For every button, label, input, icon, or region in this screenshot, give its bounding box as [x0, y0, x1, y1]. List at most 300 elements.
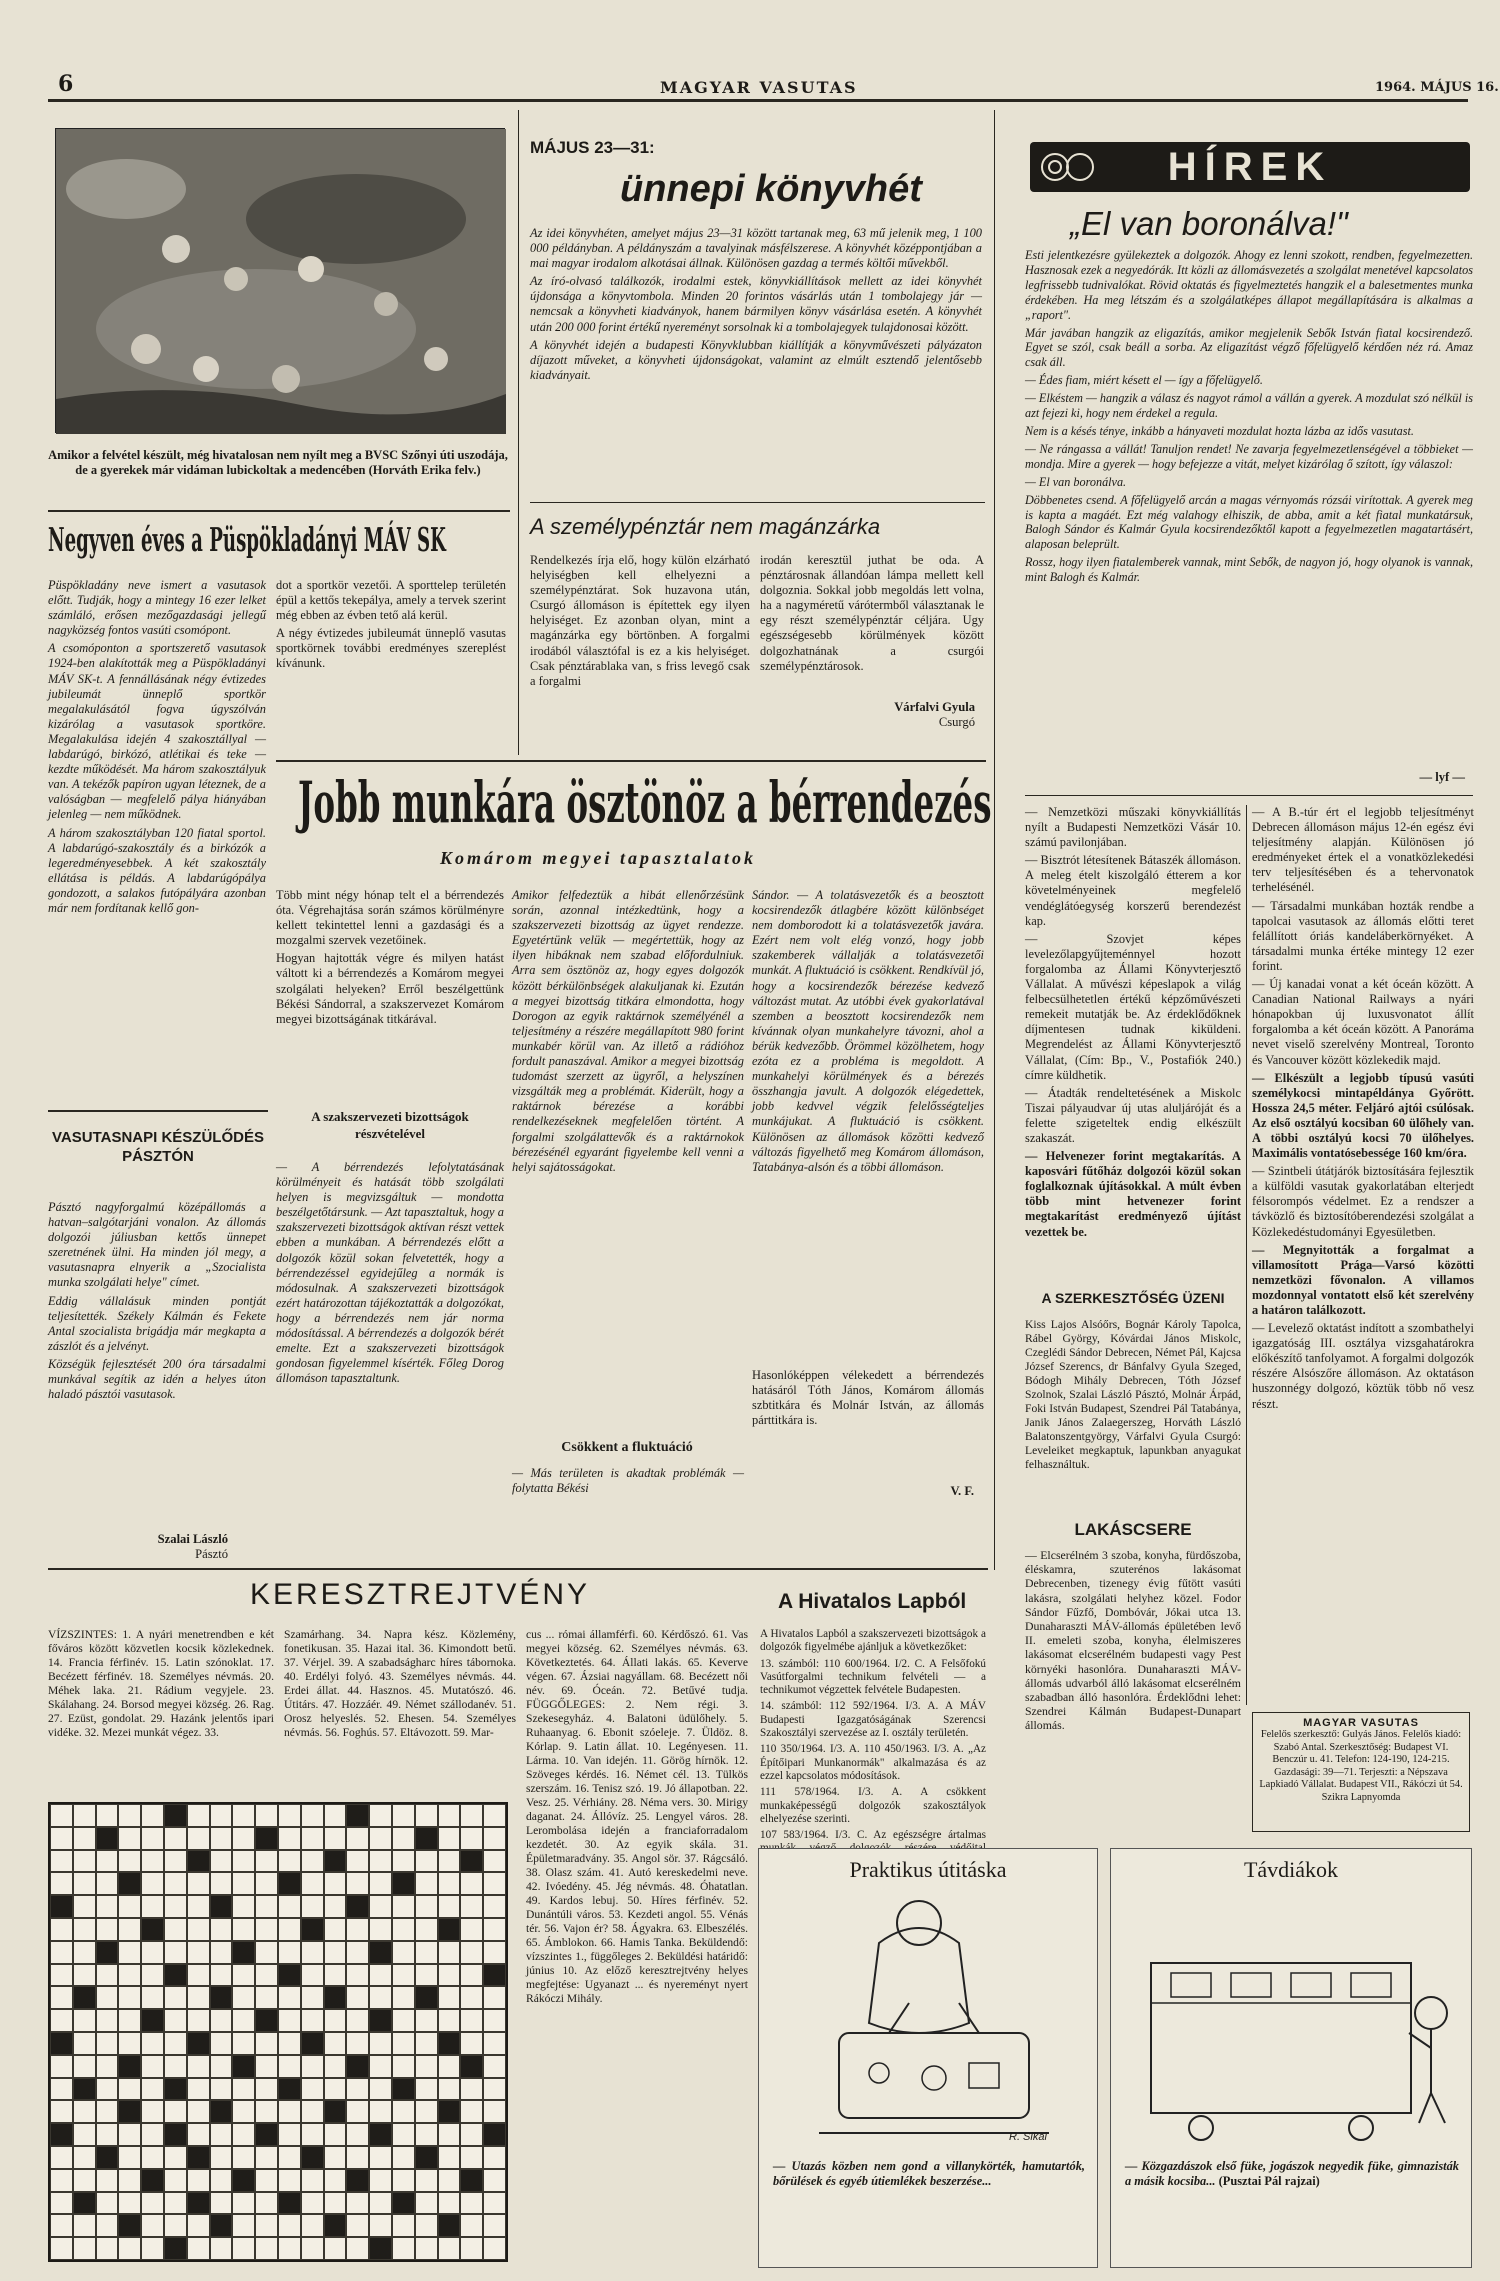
crossword-cell[interactable] [278, 2055, 301, 2078]
crossword-cell[interactable] [301, 2192, 324, 2215]
crossword-cell[interactable] [438, 1964, 461, 1987]
crossword-cell[interactable] [73, 2146, 96, 2169]
crossword-cell[interactable] [346, 1850, 369, 1873]
crossword-cell[interactable] [460, 1941, 483, 1964]
crossword-cell[interactable] [483, 2146, 506, 2169]
crossword-cell[interactable] [118, 1986, 141, 2009]
crossword-cell[interactable] [255, 1986, 278, 2009]
crossword-cell[interactable] [187, 2123, 210, 2146]
crossword-cell[interactable] [96, 1872, 119, 1895]
crossword-cell[interactable] [141, 2078, 164, 2101]
crossword-cell[interactable] [324, 2009, 347, 2032]
crossword-cell[interactable] [301, 2009, 324, 2032]
crossword-cell[interactable] [324, 2032, 347, 2055]
crossword-cell[interactable] [141, 2100, 164, 2123]
crossword-cell[interactable] [415, 2100, 438, 2123]
crossword-cell[interactable] [96, 1918, 119, 1941]
crossword-cell[interactable] [438, 2192, 461, 2215]
crossword-cell[interactable] [118, 2237, 141, 2260]
crossword-cell[interactable] [438, 2146, 461, 2169]
crossword-cell[interactable] [164, 1872, 187, 1895]
crossword-cell[interactable] [483, 1850, 506, 1873]
crossword-cell[interactable] [255, 2192, 278, 2215]
crossword-cell[interactable] [346, 2123, 369, 2146]
crossword-cell[interactable] [301, 2237, 324, 2260]
crossword-cell[interactable] [164, 1941, 187, 1964]
crossword-cell[interactable] [438, 2123, 461, 2146]
crossword-cell[interactable] [346, 1872, 369, 1895]
crossword-cell[interactable] [118, 2146, 141, 2169]
crossword-cell[interactable] [301, 2214, 324, 2237]
crossword-cell[interactable] [460, 2123, 483, 2146]
crossword-cell[interactable] [96, 1804, 119, 1827]
crossword-cell[interactable] [50, 1872, 73, 1895]
crossword-cell[interactable] [164, 1918, 187, 1941]
crossword-cell[interactable] [164, 2169, 187, 2192]
crossword-cell[interactable] [96, 2169, 119, 2192]
crossword-cell[interactable] [483, 2100, 506, 2123]
crossword-cell[interactable] [96, 1850, 119, 1873]
crossword-cell[interactable] [210, 1804, 233, 1827]
crossword-cell[interactable] [483, 1941, 506, 1964]
crossword-cell[interactable] [255, 2214, 278, 2237]
crossword-cell[interactable] [50, 1827, 73, 1850]
crossword-cell[interactable] [346, 1986, 369, 2009]
crossword-cell[interactable] [232, 2123, 255, 2146]
crossword-cell[interactable] [96, 1964, 119, 1987]
crossword-cell[interactable] [141, 2192, 164, 2215]
crossword-cell[interactable] [346, 2146, 369, 2169]
crossword-cell[interactable] [118, 1804, 141, 1827]
crossword-cell[interactable] [50, 1986, 73, 2009]
crossword-cell[interactable] [210, 1964, 233, 1987]
crossword-cell[interactable] [438, 2055, 461, 2078]
crossword-cell[interactable] [255, 1804, 278, 1827]
crossword-cell[interactable] [392, 2146, 415, 2169]
crossword-cell[interactable] [187, 2214, 210, 2237]
crossword-cell[interactable] [369, 1964, 392, 1987]
crossword-cell[interactable] [96, 2032, 119, 2055]
crossword-cell[interactable] [73, 2009, 96, 2032]
crossword-cell[interactable] [415, 1850, 438, 1873]
crossword-cell[interactable] [187, 1964, 210, 1987]
crossword-cell[interactable] [164, 1850, 187, 1873]
crossword-cell[interactable] [392, 1827, 415, 1850]
crossword-cell[interactable] [278, 1895, 301, 1918]
crossword-cell[interactable] [392, 2100, 415, 2123]
crossword-cell[interactable] [438, 1804, 461, 1827]
crossword-cell[interactable] [96, 2009, 119, 2032]
crossword-cell[interactable] [141, 1964, 164, 1987]
crossword-cell[interactable] [187, 2055, 210, 2078]
crossword-cell[interactable] [460, 1964, 483, 1987]
crossword-cell[interactable] [460, 1918, 483, 1941]
crossword-cell[interactable] [255, 1895, 278, 1918]
crossword-cell[interactable] [232, 1827, 255, 1850]
crossword-cell[interactable] [460, 1827, 483, 1850]
crossword-cell[interactable] [392, 2123, 415, 2146]
crossword-cell[interactable] [438, 2078, 461, 2101]
crossword-cell[interactable] [141, 1872, 164, 1895]
crossword-cell[interactable] [232, 1964, 255, 1987]
crossword-cell[interactable] [232, 2192, 255, 2215]
crossword-cell[interactable] [73, 2100, 96, 2123]
crossword-cell[interactable] [278, 2214, 301, 2237]
crossword-cell[interactable] [50, 2169, 73, 2192]
crossword-cell[interactable] [50, 2078, 73, 2101]
crossword-cell[interactable] [301, 2078, 324, 2101]
crossword-cell[interactable] [460, 2237, 483, 2260]
crossword-cell[interactable] [438, 1872, 461, 1895]
crossword-cell[interactable] [483, 2237, 506, 2260]
crossword-cell[interactable] [164, 1986, 187, 2009]
crossword-cell[interactable] [392, 1850, 415, 1873]
crossword-cell[interactable] [73, 2032, 96, 2055]
crossword-cell[interactable] [118, 2123, 141, 2146]
crossword-cell[interactable] [369, 1827, 392, 1850]
crossword-cell[interactable] [232, 2214, 255, 2237]
crossword-cell[interactable] [324, 2192, 347, 2215]
crossword-cell[interactable] [483, 1827, 506, 1850]
crossword-cell[interactable] [301, 1964, 324, 1987]
crossword-cell[interactable] [369, 1804, 392, 1827]
crossword-cell[interactable] [50, 2009, 73, 2032]
crossword-cell[interactable] [278, 1804, 301, 1827]
crossword-cell[interactable] [141, 2214, 164, 2237]
crossword-cell[interactable] [73, 1964, 96, 1987]
crossword-cell[interactable] [118, 1827, 141, 1850]
crossword-cell[interactable] [96, 2237, 119, 2260]
crossword-cell[interactable] [210, 2078, 233, 2101]
crossword-cell[interactable] [210, 2123, 233, 2146]
crossword-cell[interactable] [324, 1941, 347, 1964]
crossword-cell[interactable] [278, 2123, 301, 2146]
crossword-cell[interactable] [415, 1964, 438, 1987]
crossword-cell[interactable] [460, 2100, 483, 2123]
crossword-cell[interactable] [438, 2009, 461, 2032]
crossword-cell[interactable] [164, 2009, 187, 2032]
crossword-cell[interactable] [278, 2237, 301, 2260]
crossword-cell[interactable] [210, 2032, 233, 2055]
crossword-cell[interactable] [118, 2078, 141, 2101]
crossword-cell[interactable] [415, 1872, 438, 1895]
crossword-cell[interactable] [460, 1872, 483, 1895]
crossword-cell[interactable] [255, 1964, 278, 1987]
crossword-cell[interactable] [278, 2032, 301, 2055]
crossword-cell[interactable] [210, 2237, 233, 2260]
crossword-cell[interactable] [232, 1918, 255, 1941]
crossword-cell[interactable] [164, 2032, 187, 2055]
crossword-cell[interactable] [141, 1850, 164, 1873]
crossword-cell[interactable] [164, 2214, 187, 2237]
crossword-cell[interactable] [369, 2192, 392, 2215]
crossword-cell[interactable] [118, 1964, 141, 1987]
crossword-cell[interactable] [73, 1941, 96, 1964]
crossword-cell[interactable] [210, 1941, 233, 1964]
crossword-cell[interactable] [210, 2146, 233, 2169]
crossword-cell[interactable] [483, 1895, 506, 1918]
crossword-cell[interactable] [324, 2055, 347, 2078]
crossword-cell[interactable] [369, 2100, 392, 2123]
crossword-cell[interactable] [369, 1850, 392, 1873]
crossword-cell[interactable] [415, 2055, 438, 2078]
crossword-cell[interactable] [301, 2055, 324, 2078]
crossword-cell[interactable] [346, 1827, 369, 1850]
crossword-cell[interactable] [415, 2032, 438, 2055]
crossword-cell[interactable] [255, 2055, 278, 2078]
crossword-cell[interactable] [73, 2237, 96, 2260]
crossword-cell[interactable] [141, 2055, 164, 2078]
crossword-cell[interactable] [73, 1872, 96, 1895]
crossword-cell[interactable] [118, 1895, 141, 1918]
crossword-cell[interactable] [415, 2123, 438, 2146]
crossword-cell[interactable] [392, 1986, 415, 2009]
crossword-cell[interactable] [483, 2192, 506, 2215]
crossword-cell[interactable] [392, 2009, 415, 2032]
crossword-cell[interactable] [73, 1827, 96, 1850]
crossword-cell[interactable] [141, 1895, 164, 1918]
crossword-cell[interactable] [210, 2009, 233, 2032]
crossword-cell[interactable] [392, 1964, 415, 1987]
crossword-cell[interactable] [255, 2100, 278, 2123]
crossword-cell[interactable] [50, 1941, 73, 1964]
crossword-cell[interactable] [232, 1850, 255, 1873]
crossword-cell[interactable] [324, 1804, 347, 1827]
crossword-cell[interactable] [118, 2032, 141, 2055]
crossword-cell[interactable] [483, 2055, 506, 2078]
crossword-cell[interactable] [187, 2009, 210, 2032]
crossword-cell[interactable] [96, 2123, 119, 2146]
crossword-cell[interactable] [460, 1804, 483, 1827]
crossword-cell[interactable] [415, 2078, 438, 2101]
crossword-cell[interactable] [369, 2055, 392, 2078]
crossword-cell[interactable] [369, 2078, 392, 2101]
crossword-cell[interactable] [73, 2055, 96, 2078]
crossword-cell[interactable] [255, 1872, 278, 1895]
crossword-cell[interactable] [278, 2009, 301, 2032]
crossword-cell[interactable] [301, 1941, 324, 1964]
crossword-cell[interactable] [255, 2237, 278, 2260]
crossword-cell[interactable] [324, 2237, 347, 2260]
crossword-cell[interactable] [438, 1895, 461, 1918]
crossword-cell[interactable] [50, 2214, 73, 2237]
crossword-cell[interactable] [278, 2169, 301, 2192]
crossword-cell[interactable] [255, 2169, 278, 2192]
crossword-cell[interactable] [96, 2214, 119, 2237]
crossword-cell[interactable] [483, 2032, 506, 2055]
crossword-cell[interactable] [96, 1895, 119, 1918]
crossword-cell[interactable] [324, 1895, 347, 1918]
crossword-cell[interactable] [483, 1872, 506, 1895]
crossword-cell[interactable] [96, 1986, 119, 2009]
crossword-cell[interactable] [369, 2146, 392, 2169]
crossword-cell[interactable] [278, 1986, 301, 2009]
crossword-cell[interactable] [415, 2237, 438, 2260]
crossword-cell[interactable] [415, 2009, 438, 2032]
crossword-cell[interactable] [164, 2192, 187, 2215]
crossword-cell[interactable] [118, 1918, 141, 1941]
crossword-cell[interactable] [118, 2009, 141, 2032]
crossword-cell[interactable] [164, 2146, 187, 2169]
crossword-cell[interactable] [392, 2169, 415, 2192]
crossword-cell[interactable] [187, 1827, 210, 1850]
crossword-cell[interactable] [346, 2214, 369, 2237]
crossword-cell[interactable] [346, 2032, 369, 2055]
crossword-cell[interactable] [324, 1872, 347, 1895]
crossword-cell[interactable] [50, 1918, 73, 1941]
crossword-cell[interactable] [415, 2169, 438, 2192]
crossword-cell[interactable] [301, 1986, 324, 2009]
crossword-cell[interactable] [278, 1941, 301, 1964]
crossword-cell[interactable] [438, 1827, 461, 1850]
crossword-cell[interactable] [369, 1895, 392, 1918]
crossword-cell[interactable] [141, 1941, 164, 1964]
crossword-cell[interactable] [141, 1986, 164, 2009]
crossword-cell[interactable] [210, 1827, 233, 1850]
crossword-cell[interactable] [324, 1918, 347, 1941]
crossword-cell[interactable] [164, 2100, 187, 2123]
crossword-cell[interactable] [346, 2237, 369, 2260]
crossword-cell[interactable] [301, 1827, 324, 1850]
crossword-cell[interactable] [346, 1941, 369, 1964]
crossword-cell[interactable] [324, 2123, 347, 2146]
crossword-cell[interactable] [438, 1850, 461, 1873]
crossword-cell[interactable] [460, 2078, 483, 2101]
crossword-cell[interactable] [187, 1918, 210, 1941]
crossword-cell[interactable] [346, 1964, 369, 1987]
crossword-cell[interactable] [210, 2169, 233, 2192]
crossword-cell[interactable] [346, 1918, 369, 1941]
crossword-cell[interactable] [346, 2078, 369, 2101]
crossword-cell[interactable] [438, 2169, 461, 2192]
crossword-cell[interactable] [415, 2192, 438, 2215]
crossword-cell[interactable] [232, 2100, 255, 2123]
crossword-cell[interactable] [50, 2100, 73, 2123]
crossword-cell[interactable] [301, 2100, 324, 2123]
crossword-cell[interactable] [460, 1986, 483, 2009]
crossword-grid[interactable] [48, 1802, 508, 2262]
crossword-cell[interactable] [96, 2192, 119, 2215]
crossword-cell[interactable] [255, 2078, 278, 2101]
crossword-cell[interactable] [301, 1804, 324, 1827]
crossword-cell[interactable] [232, 1804, 255, 1827]
crossword-cell[interactable] [255, 1941, 278, 1964]
crossword-cell[interactable] [232, 2146, 255, 2169]
crossword-cell[interactable] [278, 1850, 301, 1873]
crossword-cell[interactable] [141, 2237, 164, 2260]
crossword-cell[interactable] [369, 1872, 392, 1895]
crossword-cell[interactable] [73, 1918, 96, 1941]
crossword-cell[interactable] [483, 2078, 506, 2101]
crossword-cell[interactable] [73, 2123, 96, 2146]
crossword-cell[interactable] [278, 1827, 301, 1850]
crossword-cell[interactable] [392, 1941, 415, 1964]
crossword-cell[interactable] [460, 2009, 483, 2032]
crossword-cell[interactable] [278, 2146, 301, 2169]
crossword-cell[interactable] [369, 1918, 392, 1941]
crossword-cell[interactable] [255, 1918, 278, 1941]
crossword-cell[interactable] [460, 2192, 483, 2215]
crossword-cell[interactable] [346, 2100, 369, 2123]
crossword-cell[interactable] [346, 2192, 369, 2215]
crossword-cell[interactable] [369, 2214, 392, 2237]
crossword-cell[interactable] [369, 2032, 392, 2055]
crossword-cell[interactable] [278, 1918, 301, 1941]
crossword-cell[interactable] [73, 1850, 96, 1873]
crossword-cell[interactable] [141, 2123, 164, 2146]
crossword-cell[interactable] [141, 1827, 164, 1850]
crossword-cell[interactable] [392, 1804, 415, 1827]
crossword-cell[interactable] [415, 1895, 438, 1918]
crossword-cell[interactable] [415, 1941, 438, 1964]
crossword-cell[interactable] [50, 1850, 73, 1873]
crossword-cell[interactable] [483, 1918, 506, 1941]
crossword-cell[interactable] [392, 2032, 415, 2055]
crossword-cell[interactable] [324, 2146, 347, 2169]
crossword-cell[interactable] [187, 1941, 210, 1964]
crossword-cell[interactable] [369, 2169, 392, 2192]
crossword-cell[interactable] [369, 1986, 392, 2009]
crossword-cell[interactable] [392, 2237, 415, 2260]
crossword-cell[interactable] [141, 2146, 164, 2169]
crossword-cell[interactable] [438, 2237, 461, 2260]
crossword-cell[interactable] [232, 2032, 255, 2055]
crossword-cell[interactable] [392, 1895, 415, 1918]
crossword-cell[interactable] [324, 2078, 347, 2101]
crossword-cell[interactable] [50, 1804, 73, 1827]
crossword-cell[interactable] [232, 1895, 255, 1918]
crossword-cell[interactable] [324, 1827, 347, 1850]
crossword-cell[interactable] [187, 1872, 210, 1895]
crossword-cell[interactable] [96, 2078, 119, 2101]
crossword-cell[interactable] [187, 2078, 210, 2101]
crossword-cell[interactable] [210, 2192, 233, 2215]
crossword-cell[interactable] [301, 1895, 324, 1918]
crossword-cell[interactable] [415, 2214, 438, 2237]
crossword-cell[interactable] [96, 2055, 119, 2078]
crossword-cell[interactable] [210, 1850, 233, 1873]
crossword-cell[interactable] [187, 1986, 210, 2009]
crossword-cell[interactable] [50, 2237, 73, 2260]
crossword-cell[interactable] [392, 1918, 415, 1941]
crossword-cell[interactable] [187, 1804, 210, 1827]
crossword-cell[interactable] [438, 1941, 461, 1964]
crossword-cell[interactable] [187, 2237, 210, 2260]
crossword-cell[interactable] [301, 2123, 324, 2146]
crossword-cell[interactable] [210, 1918, 233, 1941]
crossword-cell[interactable] [232, 2078, 255, 2101]
crossword-cell[interactable] [460, 2214, 483, 2237]
crossword-cell[interactable] [232, 2237, 255, 2260]
crossword-cell[interactable] [278, 2100, 301, 2123]
crossword-cell[interactable] [346, 2009, 369, 2032]
crossword-cell[interactable] [232, 1986, 255, 2009]
crossword-cell[interactable] [483, 2009, 506, 2032]
crossword-cell[interactable] [96, 2100, 119, 2123]
crossword-cell[interactable] [187, 2100, 210, 2123]
crossword-cell[interactable] [118, 2169, 141, 2192]
crossword-cell[interactable] [141, 1804, 164, 1827]
crossword-cell[interactable] [118, 2192, 141, 2215]
crossword-cell[interactable] [301, 1850, 324, 1873]
crossword-cell[interactable] [255, 2032, 278, 2055]
crossword-cell[interactable] [210, 1872, 233, 1895]
crossword-cell[interactable] [415, 1918, 438, 1941]
crossword-cell[interactable] [118, 1941, 141, 1964]
crossword-cell[interactable] [392, 2055, 415, 2078]
crossword-cell[interactable] [460, 2032, 483, 2055]
crossword-cell[interactable] [50, 2192, 73, 2215]
